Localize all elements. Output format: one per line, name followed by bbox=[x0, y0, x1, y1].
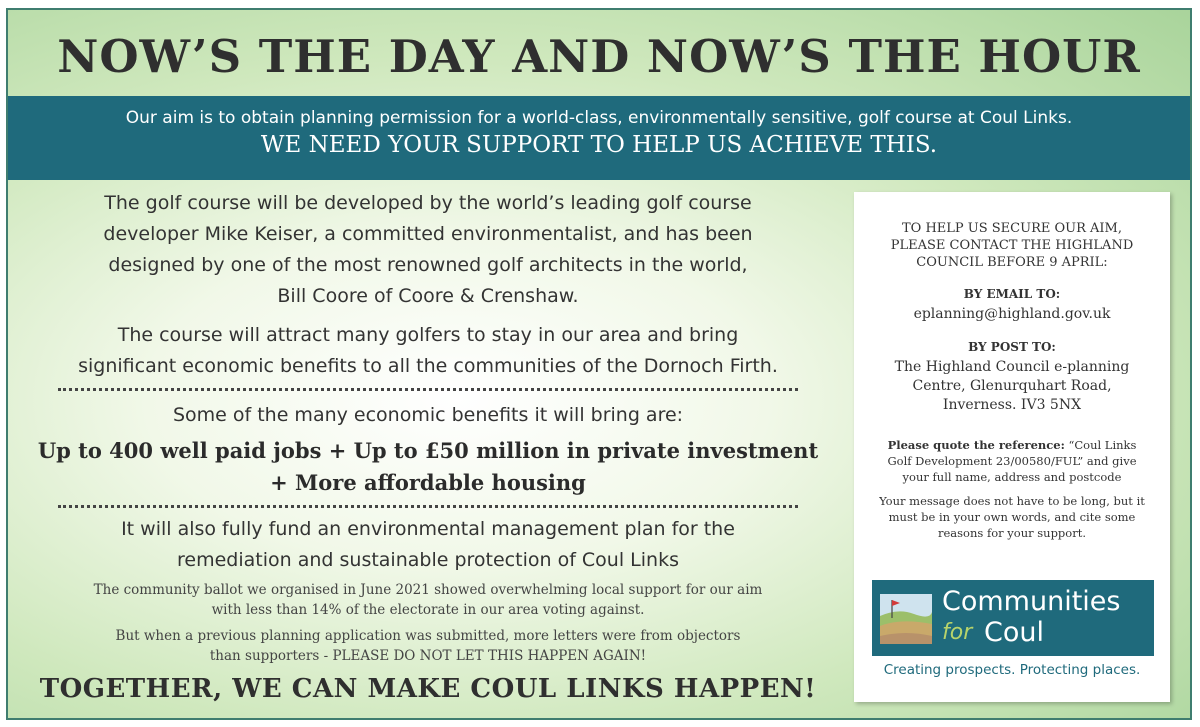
address-line: The Highland Council e-planning bbox=[894, 359, 1130, 375]
address-line: Inverness. IV3 5NX bbox=[942, 397, 1082, 413]
contact-intro-line: TO HELP US SECURE OUR AIM, bbox=[901, 221, 1122, 236]
contact-card bbox=[854, 192, 1170, 702]
support-call: WE NEED YOUR SUPPORT TO HELP US ACHIEVE THIS. bbox=[260, 132, 938, 158]
golfers-paragraph bbox=[28, 320, 828, 382]
contact-intro bbox=[854, 220, 1170, 271]
reference-text: “Coul Links Golf Development 23/00580/FUL” and give your full name, address and postcode bbox=[887, 438, 1137, 484]
ballot-paragraph bbox=[28, 580, 828, 620]
dotted-divider bbox=[58, 388, 798, 391]
postal-address bbox=[854, 358, 1170, 415]
post-label: BY POST TO: bbox=[968, 340, 1056, 354]
logo-tagline: Creating prospects. Protecting places. bbox=[883, 662, 1141, 678]
reference-label: Please quote the reference: bbox=[887, 438, 1065, 452]
contact-intro-line: PLEASE CONTACT THE HIGHLAND bbox=[890, 238, 1134, 253]
developer-line: Bill Coore of Coore & Crenshaw. bbox=[277, 285, 579, 307]
benefits-line: Up to 400 well paid jobs + Up to £50 million in private investment bbox=[37, 438, 819, 463]
main-copy bbox=[28, 188, 828, 666]
dotted-divider bbox=[58, 505, 798, 508]
logo-word-communities: Communities bbox=[942, 586, 1121, 617]
reference-note bbox=[874, 437, 1150, 485]
headline: NOW’S THE DAY AND NOW’S THE HOUR bbox=[57, 30, 1141, 83]
warning-line: But when a previous planning application was submitted, more letters were from objectors bbox=[115, 628, 741, 644]
environment-paragraph bbox=[28, 514, 828, 576]
communities-for-coul-logo bbox=[872, 580, 1154, 656]
message-note: Your message does not have to be long, but it must be in your own words, and cite some reasons for your support. bbox=[879, 494, 1145, 540]
developer-line: The golf course will be developed by the world’s leading golf course bbox=[104, 192, 752, 214]
closing-slogan: TOGETHER, WE CAN MAKE COUL LINKS HAPPEN! bbox=[39, 674, 817, 704]
environment-line: remediation and sustainable protection of Coul Links bbox=[177, 549, 679, 571]
email-address: eplanning@highland.gov.uk bbox=[913, 306, 1111, 322]
warning-line: than supporters - PLEASE DO NOT LET THIS HAPPEN AGAIN! bbox=[209, 648, 647, 664]
developer-line: designed by one of the most renowned golf architects in the world, bbox=[108, 254, 748, 276]
benefits-line: + More affordable housing bbox=[270, 470, 586, 495]
benefits-list bbox=[28, 435, 828, 499]
email-label: BY EMAIL TO: bbox=[963, 287, 1061, 301]
golfers-line: The course will attract many golfers to stay in our area and bring bbox=[117, 324, 739, 346]
golfers-line: significant economic benefits to all the communities of the Dornoch Firth. bbox=[78, 355, 778, 377]
landscape-flag-icon bbox=[880, 594, 932, 644]
address-line: Centre, Glenurquhart Road, bbox=[912, 378, 1112, 394]
aim-statement: Our aim is to obtain planning permission for a world-class, environmentally sensitive, golf course at Coul Links. bbox=[125, 108, 1073, 128]
ballot-line: The community ballot we organised in June 2021 showed overwhelming local support for our aim bbox=[93, 582, 763, 598]
aim-banner bbox=[8, 96, 1190, 180]
warning-paragraph bbox=[28, 626, 828, 666]
logo-word-coul: Coul bbox=[984, 617, 1044, 648]
logo-word-for: for bbox=[942, 620, 973, 645]
environment-line: It will also fully fund an environmental management plan for the bbox=[121, 518, 735, 540]
ballot-line: with less than 14% of the electorate in our area voting against. bbox=[211, 602, 645, 618]
contact-intro-line: COUNCIL BEFORE 9 APRIL: bbox=[916, 255, 1108, 270]
advert-frame bbox=[6, 8, 1192, 720]
benefits-intro: Some of the many economic benefits it will bring are: bbox=[172, 404, 684, 426]
developer-line: developer Mike Keiser, a committed environmentalist, and has been bbox=[103, 223, 753, 245]
developer-paragraph bbox=[28, 188, 828, 312]
